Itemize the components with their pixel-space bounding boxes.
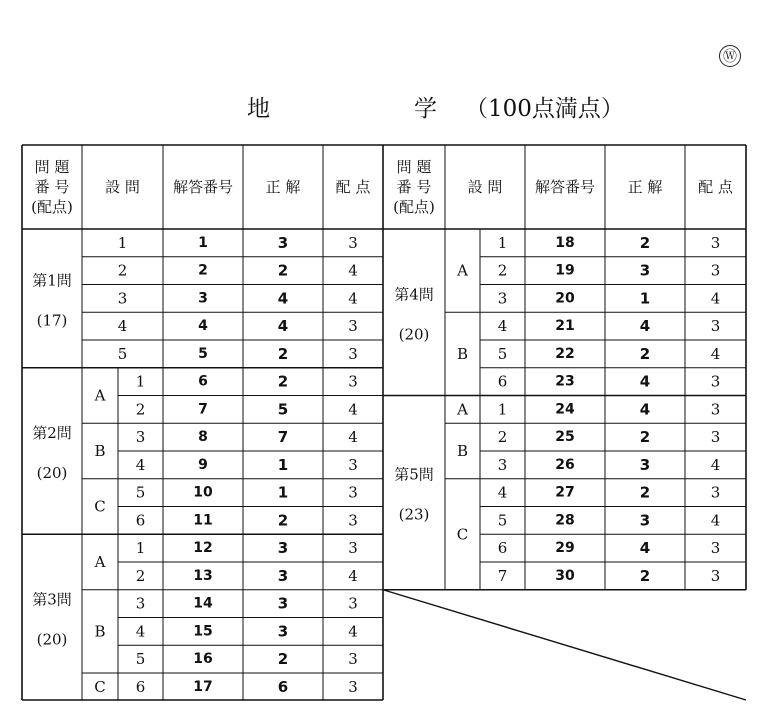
header-points: 配 点 xyxy=(335,178,371,196)
subgroup-label: B xyxy=(94,442,106,460)
question-number: 6 xyxy=(497,539,508,558)
points-value: 3 xyxy=(710,261,721,280)
question-number: 2 xyxy=(497,428,508,447)
answer-number: 21 xyxy=(555,318,575,335)
question-number: 3 xyxy=(497,455,508,474)
header-correct-answer: 正 解 xyxy=(265,178,301,196)
answer-number: 5 xyxy=(198,345,208,362)
subgroup-label: B xyxy=(94,622,106,641)
header-problem-number: 番 号 xyxy=(396,178,432,196)
question-number: 6 xyxy=(497,372,508,391)
answer-number: 26 xyxy=(555,456,575,473)
subgroup-label: B xyxy=(456,442,469,460)
answer-number: 1 xyxy=(198,234,208,251)
answer-number: 2 xyxy=(198,262,208,279)
problem-label: 第5問 xyxy=(394,465,434,484)
answer-number: 20 xyxy=(555,290,575,307)
points-value: 3 xyxy=(710,483,721,502)
question-number: 5 xyxy=(135,650,146,669)
header-problem-number: 問 題 xyxy=(396,158,432,176)
answer-number: 13 xyxy=(193,567,213,584)
points-value: 3 xyxy=(348,372,358,391)
answer-number: 27 xyxy=(555,484,575,501)
correct-answer: 2 xyxy=(639,428,651,447)
question-number: 3 xyxy=(117,289,128,308)
points-value: 3 xyxy=(348,317,358,336)
correct-answer: 4 xyxy=(277,317,289,336)
points-value: 4 xyxy=(348,566,358,585)
question-number: 3 xyxy=(497,289,508,308)
points-value: 4 xyxy=(348,428,358,447)
problem-points: (23) xyxy=(398,505,430,524)
correct-answer: 3 xyxy=(639,511,651,530)
points-value: 3 xyxy=(348,455,358,474)
problem-points: (20) xyxy=(36,630,68,649)
points-value: 4 xyxy=(710,344,721,363)
subject-title-char-2: 学 xyxy=(414,96,437,122)
correct-answer: 3 xyxy=(639,261,651,280)
answer-number: 18 xyxy=(555,234,575,251)
question-number: 3 xyxy=(135,428,146,447)
header-answer-number: 解答番号 xyxy=(534,178,596,196)
subject-title-char-1: 地 xyxy=(247,96,270,122)
header-points: 配 点 xyxy=(698,178,733,196)
points-value: 3 xyxy=(710,233,721,252)
points-value: 4 xyxy=(710,289,721,308)
question-number: 6 xyxy=(135,511,146,530)
answer-number: 3 xyxy=(198,290,208,307)
question-number: 1 xyxy=(497,400,508,419)
problem-label: 第1問 xyxy=(32,271,72,290)
question-number: 4 xyxy=(135,455,146,474)
correct-answer: 1 xyxy=(277,483,289,502)
correct-answer: 3 xyxy=(277,566,289,585)
subgroup-label: C xyxy=(94,677,106,696)
correct-answer: 2 xyxy=(277,511,289,530)
question-number: 2 xyxy=(497,261,508,280)
question-number: 4 xyxy=(497,483,508,502)
answer-number: 14 xyxy=(193,595,213,612)
points-value: 3 xyxy=(348,594,358,613)
question-number: 6 xyxy=(135,677,146,696)
subgroup-label: A xyxy=(94,386,106,405)
points-value: 3 xyxy=(348,650,358,669)
correct-answer: 7 xyxy=(277,428,289,447)
subgroup-label: B xyxy=(456,344,469,363)
answer-number: 10 xyxy=(193,484,213,501)
subgroup-label: C xyxy=(456,525,469,544)
correct-answer: 4 xyxy=(639,400,651,419)
points-value: 3 xyxy=(710,566,721,585)
subgroup-label: A xyxy=(457,400,468,419)
answer-number: 15 xyxy=(193,623,213,640)
header-answer-number: 解答番号 xyxy=(172,178,234,196)
correct-answer: 2 xyxy=(277,261,289,280)
subgroup-label: A xyxy=(94,553,106,571)
question-number: 1 xyxy=(135,372,146,391)
problem-label: 第4問 xyxy=(394,285,434,304)
correct-answer: 3 xyxy=(277,622,289,641)
correct-answer: 2 xyxy=(639,233,651,252)
correct-answer: 2 xyxy=(639,483,651,502)
question-number: 1 xyxy=(117,233,128,252)
max-score-label: （100点満点） xyxy=(465,96,624,122)
correct-answer: 4 xyxy=(639,539,651,558)
correct-answer: 4 xyxy=(639,317,651,336)
answer-number: 29 xyxy=(555,540,575,557)
points-value: 4 xyxy=(348,289,358,308)
points-value: 4 xyxy=(348,622,358,641)
answer-number: 17 xyxy=(193,678,213,695)
points-value: 3 xyxy=(710,428,721,447)
header-problem-number: 問 題 xyxy=(34,158,70,176)
points-value: 3 xyxy=(348,511,358,530)
problem-points: (20) xyxy=(36,464,68,482)
question-number: 7 xyxy=(497,566,508,585)
header-question: 設 問 xyxy=(105,178,140,196)
correct-answer: 6 xyxy=(277,677,289,696)
points-value: 3 xyxy=(348,677,358,696)
correct-answer: 3 xyxy=(277,594,289,613)
question-number: 2 xyxy=(135,566,146,585)
answer-number: 6 xyxy=(198,373,208,390)
problem-label: 第3問 xyxy=(32,590,72,609)
problem-label: 第2問 xyxy=(32,424,72,442)
problem-points: (17) xyxy=(36,311,68,330)
points-value: 3 xyxy=(348,483,358,502)
correct-answer: 2 xyxy=(639,344,651,363)
correct-answer: 3 xyxy=(277,539,289,558)
correct-answer: 2 xyxy=(277,372,289,391)
points-value: 3 xyxy=(710,539,721,558)
question-number: 1 xyxy=(135,539,146,558)
points-value: 4 xyxy=(348,400,358,419)
header-problem-number: 番 号 xyxy=(34,178,70,196)
answer-number: 22 xyxy=(555,345,575,362)
header-correct-answer: 正 解 xyxy=(627,178,663,196)
empty-area-diagonal xyxy=(383,590,746,700)
answer-number: 30 xyxy=(555,567,575,584)
correct-answer: 1 xyxy=(277,455,289,474)
correct-answer: 4 xyxy=(639,372,651,391)
correct-answer: 3 xyxy=(277,233,289,252)
question-number: 4 xyxy=(497,317,508,336)
question-number: 5 xyxy=(497,344,508,363)
correct-answer: 4 xyxy=(277,289,289,308)
question-number: 2 xyxy=(135,400,146,419)
subgroup-label: A xyxy=(457,261,468,280)
watermark-circle-w: Ⓦ xyxy=(719,45,741,67)
problem-points: (20) xyxy=(398,325,430,344)
points-value: 3 xyxy=(348,233,358,252)
answer-number: 28 xyxy=(555,512,575,529)
answer-number: 25 xyxy=(555,429,575,446)
points-value: 3 xyxy=(710,317,721,336)
question-number: 5 xyxy=(135,483,146,502)
answer-number: 12 xyxy=(193,540,213,557)
correct-answer: 2 xyxy=(277,650,289,669)
correct-answer: 2 xyxy=(277,344,289,363)
answer-number: 16 xyxy=(193,651,213,668)
answer-number: 4 xyxy=(198,318,208,335)
header-problem-number: (配点) xyxy=(31,198,73,216)
answer-number: 11 xyxy=(193,512,213,529)
question-number: 5 xyxy=(497,511,508,530)
question-number: 2 xyxy=(117,261,128,280)
points-value: 3 xyxy=(710,400,721,419)
question-number: 5 xyxy=(117,344,128,363)
answer-number: 23 xyxy=(555,373,575,390)
correct-answer: 1 xyxy=(639,289,651,308)
answer-number: 7 xyxy=(198,401,208,418)
answer-number: 19 xyxy=(555,262,575,279)
header-problem-number: (配点) xyxy=(393,198,435,216)
question-number: 4 xyxy=(117,317,128,336)
points-value: 4 xyxy=(710,455,721,474)
answer-number: 8 xyxy=(198,429,208,446)
answer-number: 24 xyxy=(555,401,575,418)
correct-answer: 2 xyxy=(639,566,651,585)
question-number: 4 xyxy=(135,622,146,641)
correct-answer: 5 xyxy=(277,400,289,419)
points-value: 4 xyxy=(710,511,721,530)
points-value: 3 xyxy=(348,539,358,558)
subgroup-label: C xyxy=(94,497,106,516)
correct-answer: 3 xyxy=(639,455,651,474)
points-value: 3 xyxy=(348,344,358,363)
points-value: 3 xyxy=(710,372,721,391)
question-number: 1 xyxy=(497,233,508,252)
points-value: 4 xyxy=(348,261,358,280)
question-number: 3 xyxy=(135,594,146,613)
header-question: 設 問 xyxy=(467,178,503,196)
answer-number: 9 xyxy=(198,456,208,473)
